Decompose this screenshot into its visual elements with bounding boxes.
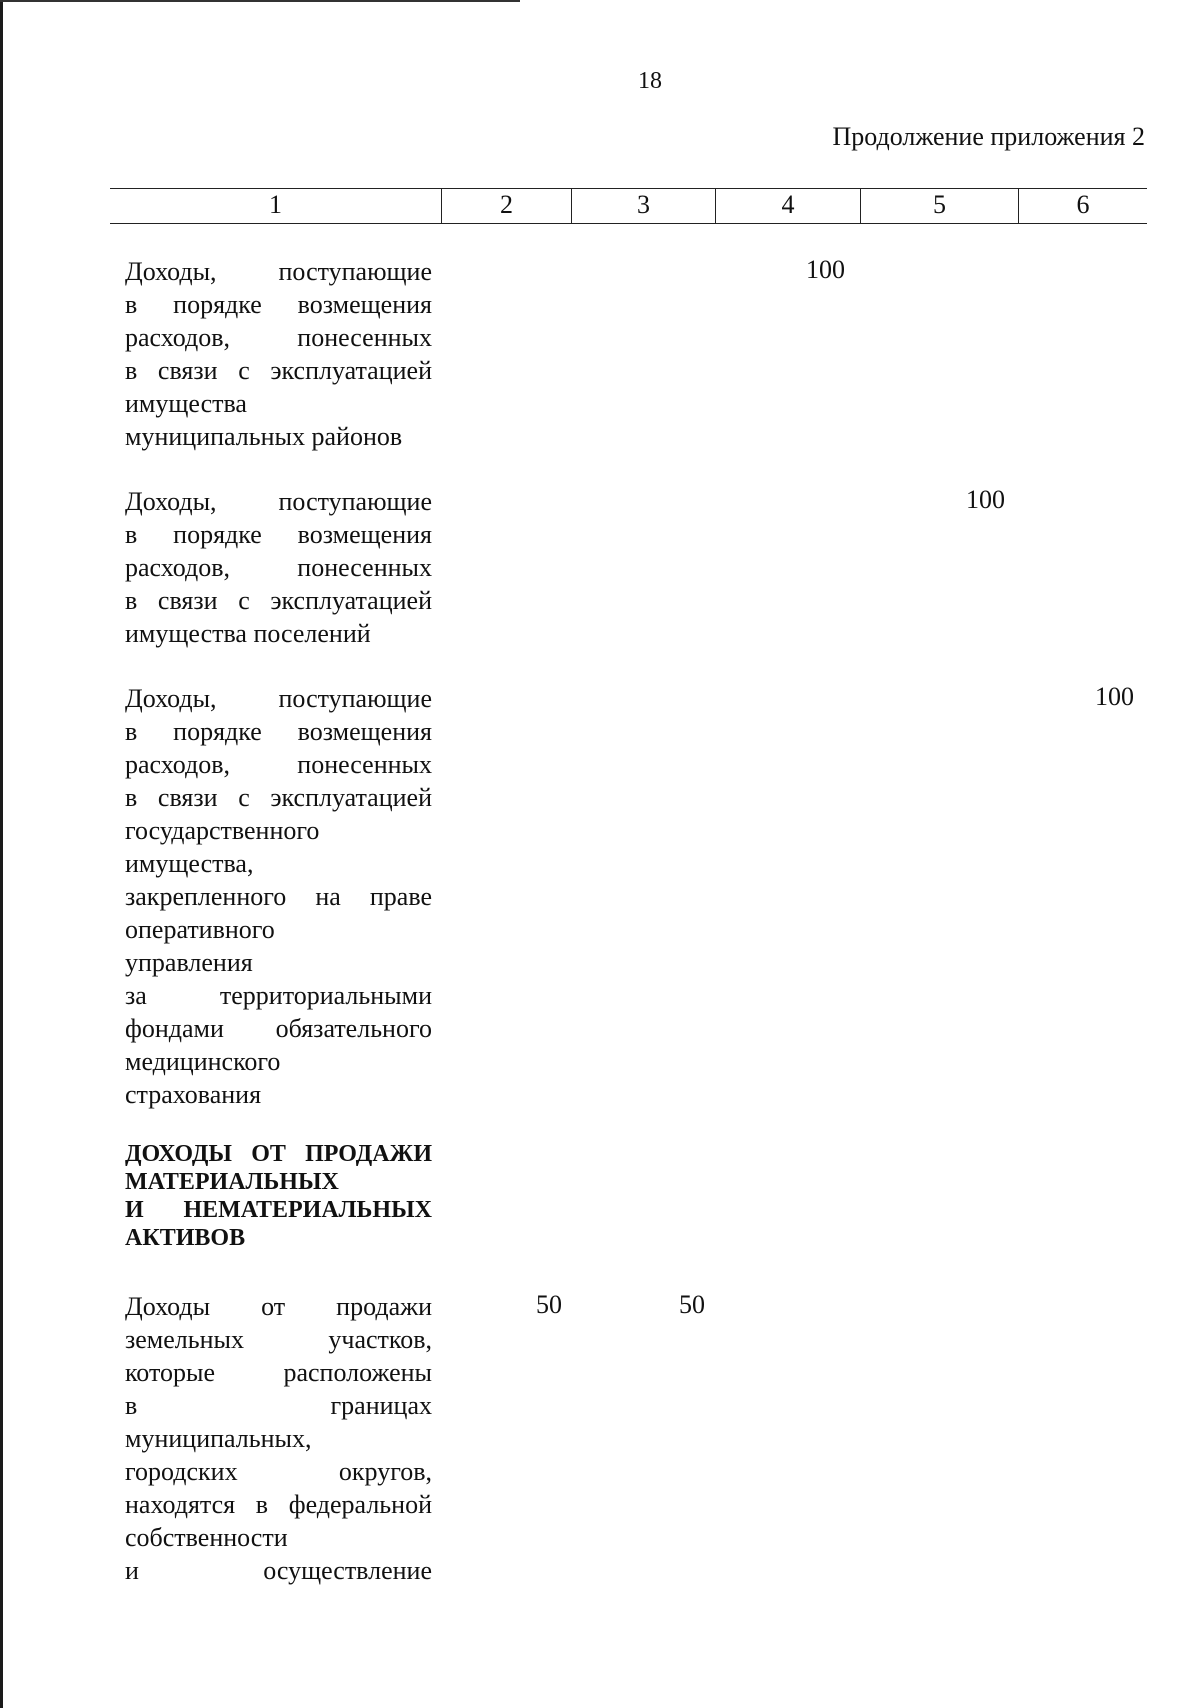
row-2-line: в связи с эксплуатацией xyxy=(125,586,432,615)
row-1-line: расходов, понесенных xyxy=(125,323,432,352)
page-number: 18 xyxy=(638,68,662,94)
row-3-line: управления xyxy=(125,948,253,977)
row-3-line: расходов, понесенных xyxy=(125,750,432,779)
row-2-description xyxy=(125,485,432,650)
row-3-line: за территориальными xyxy=(125,981,432,1010)
row-3-line: Доходы, поступающие xyxy=(125,684,432,713)
row-3-line: имущества, xyxy=(125,849,254,878)
row-3-line: оперативного xyxy=(125,915,275,944)
column-header-5: 5 xyxy=(860,189,1018,223)
row-5-line: собственности xyxy=(125,1523,288,1552)
row-3-line: в связи с эксплуатацией xyxy=(125,783,432,812)
row-5-line: городских округов, xyxy=(125,1457,432,1486)
row-5-line: Доходы от продажи xyxy=(125,1292,432,1321)
row-5-line: муниципальных, xyxy=(125,1424,312,1453)
row-3-description xyxy=(125,682,432,1111)
row-5-col2-value: 50 xyxy=(536,1290,562,1319)
row-1-line: имущества xyxy=(125,389,247,418)
row-3-line: в порядке возмещения xyxy=(125,717,432,746)
column-header-3: 3 xyxy=(571,189,715,223)
row-3-line: медицинского xyxy=(125,1047,281,1076)
row-1-line: Доходы, поступающие xyxy=(125,257,432,286)
row-2-col5-value: 100 xyxy=(966,485,1005,514)
row-1-line: муниципальных районов xyxy=(125,422,403,451)
row-2-line: имущества поселений xyxy=(125,619,371,648)
section-heading-line: МАТЕРИАЛЬНЫХ xyxy=(125,1169,339,1195)
row-1-col4-value: 100 xyxy=(806,255,845,284)
row-5-col3-value: 50 xyxy=(679,1290,705,1319)
section-heading-line: АКТИВОВ xyxy=(125,1225,246,1251)
column-header-4: 4 xyxy=(715,189,860,223)
row-1-line: в порядке возмещения xyxy=(125,290,432,319)
row-1-line: в связи с эксплуатацией xyxy=(125,356,432,385)
row-5-line: в границах xyxy=(125,1391,432,1420)
section-heading-line: И НЕМАТЕРИАЛЬНЫХ xyxy=(125,1197,432,1223)
row-5-description xyxy=(125,1290,432,1587)
row-3-line: страхования xyxy=(125,1080,262,1109)
section-heading xyxy=(125,1140,432,1252)
row-5-line: которые расположены xyxy=(125,1358,432,1387)
row-3-col6-value: 100 xyxy=(1095,682,1134,711)
row-2-line: Доходы, поступающие xyxy=(125,487,432,516)
column-header-1: 1 xyxy=(269,190,282,219)
column-header-2: 2 xyxy=(441,189,571,223)
row-3-line: закрепленного на праве xyxy=(125,882,432,911)
row-2-line: расходов, понесенных xyxy=(125,553,432,582)
column-header-6: 6 xyxy=(1018,189,1147,223)
row-5-line: земельных участков, xyxy=(125,1325,432,1354)
row-5-line: находятся в федеральной xyxy=(125,1490,432,1519)
continuation-title: Продолжение приложения 2 xyxy=(832,122,1145,151)
row-3-line: фондами обязательного xyxy=(125,1014,432,1043)
row-3-line: государственного xyxy=(125,816,320,845)
row-5-line: и осуществление xyxy=(125,1556,432,1585)
section-heading-line: ДОХОДЫ ОТ ПРОДАЖИ xyxy=(125,1141,432,1167)
row-1-description xyxy=(125,255,432,453)
row-2-line: в порядке возмещения xyxy=(125,520,432,549)
